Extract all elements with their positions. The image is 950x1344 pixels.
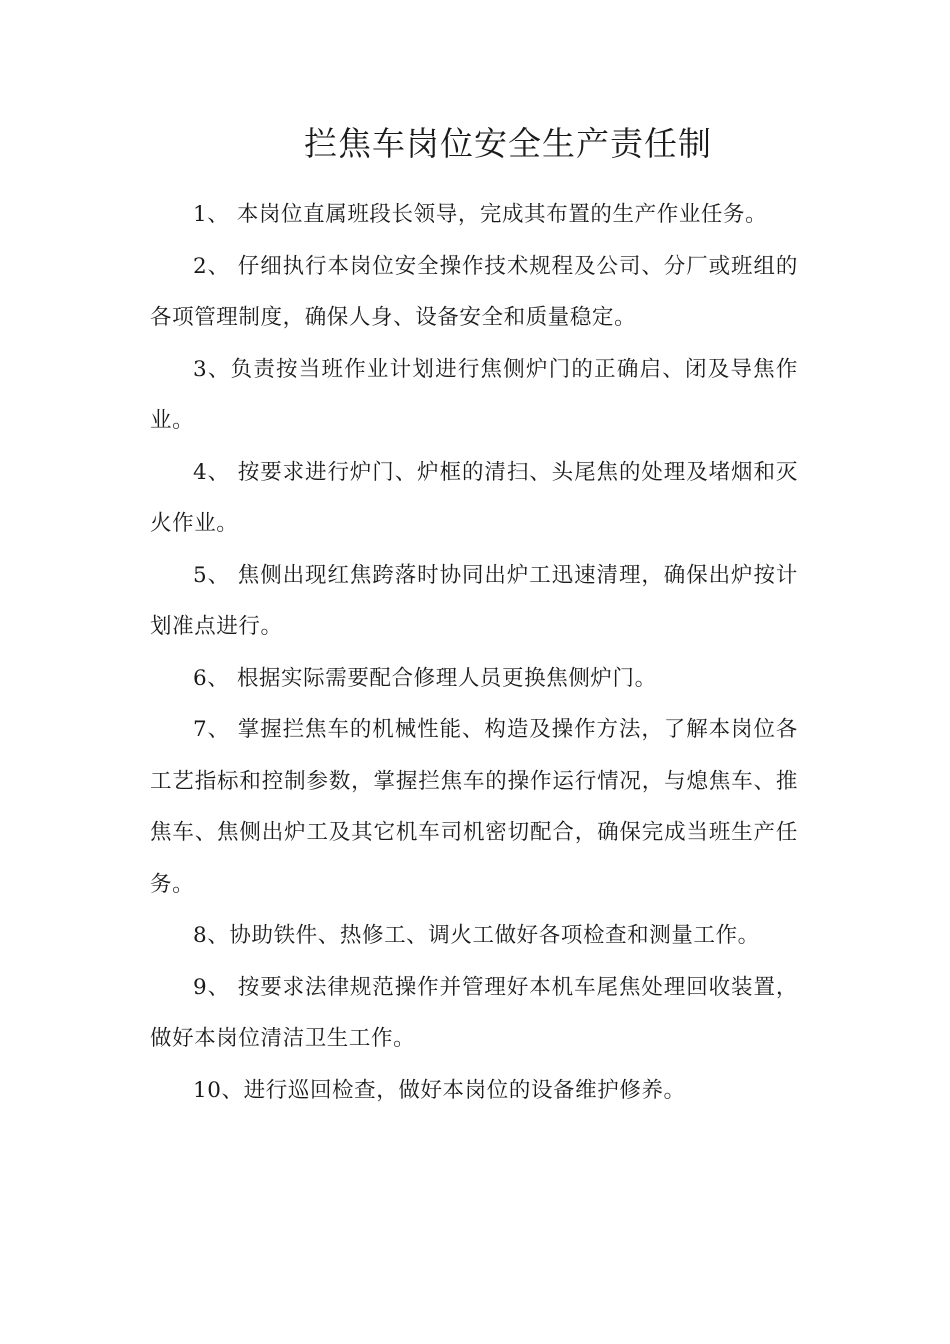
paragraph-3: 3、负责按当班作业计划进行焦侧炉门的正确启、闭及导焦作业。: [150, 356, 798, 433]
paragraph-6: 6、 根据实际需要配合修理人员更换焦侧炉门。: [193, 665, 657, 691]
paragraph-10: 10、进行巡回检查，做好本岗位的设备维护修养。: [193, 1077, 686, 1103]
paragraph-7: 7、 掌握拦焦车的机械性能、构造及操作方法，了解本岗位各工艺指标和控制参数，掌握拦焦车的操作运行情况，与熄焦车、推焦车、焦侧出炉工及其它机车司机密切配合，确保完成当班生产任务。: [150, 717, 798, 897]
paragraph-4: 4、 按要求进行炉门、炉框的清扫、头尾焦的处理及堵烟和灭火作业。: [150, 459, 798, 536]
paragraph-2: 2、 仔细执行本岗位安全操作技术规程及公司、分厂或班组的各项管理制度，确保人身、设备安全和质量稳定。: [150, 253, 798, 330]
document-body: [150, 189, 798, 1116]
paragraph-1: 1、 本岗位直属班段长领导，完成其布置的生产作业任务。: [193, 202, 768, 227]
paragraph-9: 9、 按要求法律规范操作并管理好本机车尾焦处理回收装置，做好本岗位清洁卫生工作。: [150, 974, 798, 1051]
document-title: 拦焦车岗位安全生产责任制: [304, 124, 712, 163]
paragraph-8: 8、协助铁件、热修工、调火工做好各项检查和测量工作。: [193, 923, 760, 948]
paragraph-5: 5、 焦侧出现红焦跨落时协同出炉工迅速清理，确保出炉按计划准点进行。: [150, 562, 798, 639]
